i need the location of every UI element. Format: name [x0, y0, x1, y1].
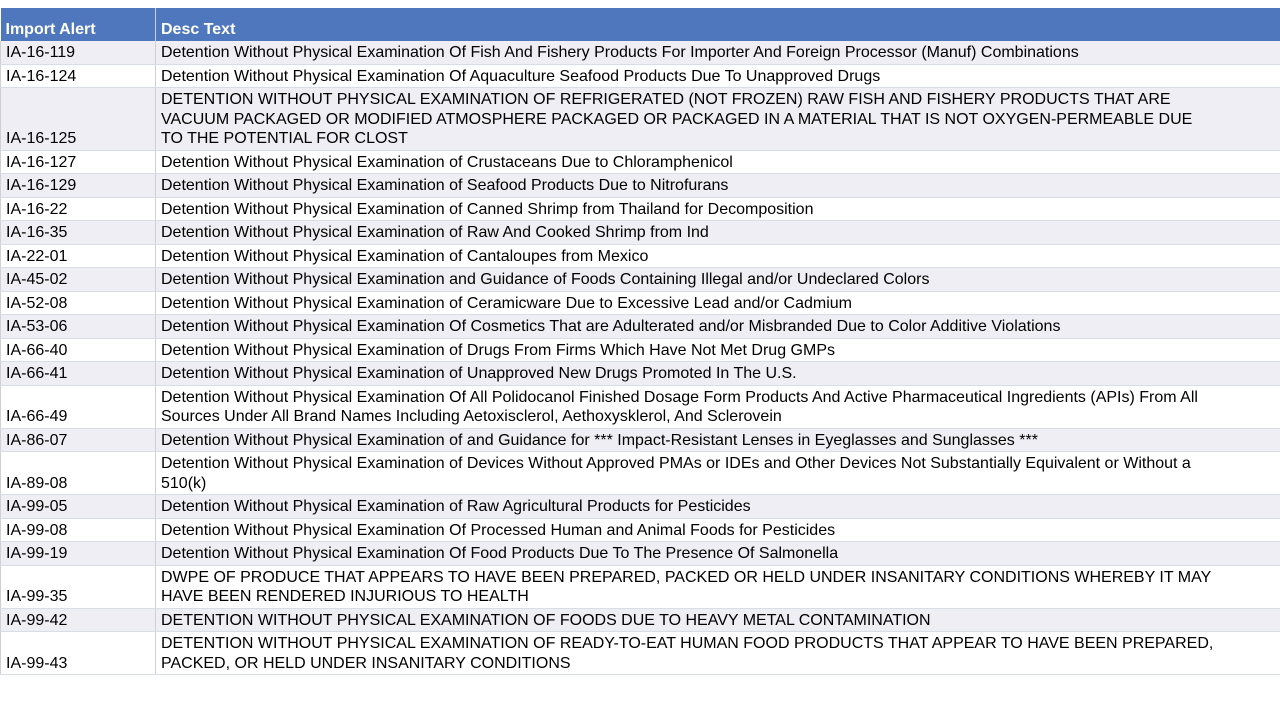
desc-text-cell[interactable]: Detention Without Physical Examination of Drugs From Firms Which Have Not Met Drug GMPs: [156, 338, 1280, 362]
desc-text-cell[interactable]: Detention Without Physical Examination of Canned Shrimp from Thailand for Decomposition: [156, 197, 1280, 221]
table-row: [1, 452, 1280, 495]
desc-text-cell[interactable]: Detention Without Physical Examination Of Cosmetics That are Adulterated and/or Misbranded Due to Color Additive Violations: [156, 315, 1280, 339]
desc-text-cell[interactable]: Detention Without Physical Examination of Crustaceans Due to Chloramphenicol: [156, 150, 1280, 174]
desc-text-cell[interactable]: Detention Without Physical Examination Of Processed Human and Animal Foods for Pesticides: [156, 518, 1280, 542]
table-row: [1, 150, 1280, 174]
table-row: [1, 518, 1280, 542]
sheet-top-margin: [0, 0, 1280, 8]
desc-text-cell[interactable]: DETENTION WITHOUT PHYSICAL EXAMINATION OF FOODS DUE TO HEAVY METAL CONTAMINATION: [156, 608, 1280, 632]
desc-text-cell[interactable]: Detention Without Physical Examination Of Fish And Fishery Products For Importer And Foreign Processor (Manuf) Combinations: [156, 41, 1280, 64]
table-row: [1, 64, 1280, 88]
import-alert-cell[interactable]: IA-16-129: [1, 174, 156, 198]
header-row: [1, 8, 1280, 41]
desc-text-cell[interactable]: Detention Without Physical Examination Of Food Products Due To The Presence Of Salmonella: [156, 542, 1280, 566]
table-row: [1, 428, 1280, 452]
import-alert-cell[interactable]: IA-45-02: [1, 268, 156, 292]
import-alert-cell[interactable]: IA-66-49: [1, 385, 156, 428]
table-row: [1, 542, 1280, 566]
import-alert-cell[interactable]: IA-16-119: [1, 41, 156, 64]
import-alert-cell[interactable]: IA-16-35: [1, 221, 156, 245]
table-row: [1, 632, 1280, 675]
table-row: [1, 197, 1280, 221]
table-row: [1, 315, 1280, 339]
desc-text-cell[interactable]: Detention Without Physical Examination Of All Polidocanol Finished Dosage Form Products And Active Pharmaceutical Ingredients (APIs) From All Sources Under All Brand Names Including Aetoxisclerol, Aethoxysklerol, And Sclerovein: [156, 385, 1280, 428]
import-alert-cell[interactable]: IA-99-42: [1, 608, 156, 632]
import-alert-cell[interactable]: IA-16-127: [1, 150, 156, 174]
desc-text-cell[interactable]: Detention Without Physical Examination of Raw Agricultural Products for Pesticides: [156, 495, 1280, 519]
desc-text-cell[interactable]: Detention Without Physical Examination of Ceramicware Due to Excessive Lead and/or Cadmium: [156, 291, 1280, 315]
header-desc-text[interactable]: Desc Text: [156, 8, 1280, 41]
table-row: [1, 244, 1280, 268]
import-alert-cell[interactable]: IA-99-19: [1, 542, 156, 566]
import-alert-cell[interactable]: IA-99-05: [1, 495, 156, 519]
table-row: [1, 338, 1280, 362]
desc-text-cell[interactable]: DWPE OF PRODUCE THAT APPEARS TO HAVE BEEN PREPARED, PACKED OR HELD UNDER INSANITARY CONDITIONS WHEREBY IT MAY HAVE BEEN RENDERED INJURIOUS TO HEALTH: [156, 565, 1280, 608]
desc-text-cell[interactable]: DETENTION WITHOUT PHYSICAL EXAMINATION OF READY-TO-EAT HUMAN FOOD PRODUCTS THAT APPEAR TO HAVE BEEN PREPARED, PACKED, OR HELD UNDER INSANITARY CONDITIONS: [156, 632, 1280, 675]
import-alert-cell[interactable]: IA-53-06: [1, 315, 156, 339]
desc-text-cell[interactable]: Detention Without Physical Examination of Cantaloupes from Mexico: [156, 244, 1280, 268]
import-alert-cell[interactable]: IA-16-125: [1, 88, 156, 151]
import-alert-cell[interactable]: IA-66-40: [1, 338, 156, 362]
table-body: [1, 41, 1280, 675]
import-alert-cell[interactable]: IA-16-124: [1, 64, 156, 88]
import-alert-cell[interactable]: IA-86-07: [1, 428, 156, 452]
import-alert-cell[interactable]: IA-22-01: [1, 244, 156, 268]
table-row: [1, 88, 1280, 151]
import-alert-cell[interactable]: IA-99-08: [1, 518, 156, 542]
desc-text-cell[interactable]: Detention Without Physical Examination Of Aquaculture Seafood Products Due To Unapproved Drugs: [156, 64, 1280, 88]
desc-text-cell[interactable]: Detention Without Physical Examination of and Guidance for *** Impact-Resistant Lenses in Eyeglasses and Sunglasses ***: [156, 428, 1280, 452]
table-row: [1, 385, 1280, 428]
import-alert-cell[interactable]: IA-52-08: [1, 291, 156, 315]
table-row: [1, 608, 1280, 632]
import-alert-table: [0, 8, 1280, 675]
table-row: [1, 221, 1280, 245]
import-alert-cell[interactable]: IA-16-22: [1, 197, 156, 221]
import-alert-cell[interactable]: IA-99-43: [1, 632, 156, 675]
desc-text-cell[interactable]: Detention Without Physical Examination and Guidance of Foods Containing Illegal and/or Undeclared Colors: [156, 268, 1280, 292]
table-row: [1, 495, 1280, 519]
table-row: [1, 362, 1280, 386]
table-row: [1, 268, 1280, 292]
header-import-alert[interactable]: Import Alert: [1, 8, 156, 41]
import-alert-cell[interactable]: IA-99-35: [1, 565, 156, 608]
import-alert-cell[interactable]: IA-66-41: [1, 362, 156, 386]
desc-text-cell[interactable]: Detention Without Physical Examination of Seafood Products Due to Nitrofurans: [156, 174, 1280, 198]
desc-text-cell[interactable]: Detention Without Physical Examination of Raw And Cooked Shrimp from Ind: [156, 221, 1280, 245]
table-row: [1, 41, 1280, 64]
desc-text-cell[interactable]: Detention Without Physical Examination of Unapproved New Drugs Promoted In The U.S.: [156, 362, 1280, 386]
table-row: [1, 174, 1280, 198]
desc-text-cell[interactable]: Detention Without Physical Examination of Devices Without Approved PMAs or IDEs and Other Devices Not Substantially Equivalent or Without a 510(k): [156, 452, 1280, 495]
desc-text-cell[interactable]: DETENTION WITHOUT PHYSICAL EXAMINATION OF REFRIGERATED (NOT FROZEN) RAW FISH AND FISHERY PRODUCTS THAT ARE VACUUM PACKAGED OR MODIFIED ATMOSPHERE PACKAGED OR PACKAGED IN A MATERIAL THAT IS NOT OXYGEN-PERMEABLE DUE TO THE POTENTIAL FOR CLOST: [156, 88, 1280, 151]
table-row: [1, 291, 1280, 315]
import-alert-cell[interactable]: IA-89-08: [1, 452, 156, 495]
table-row: [1, 565, 1280, 608]
